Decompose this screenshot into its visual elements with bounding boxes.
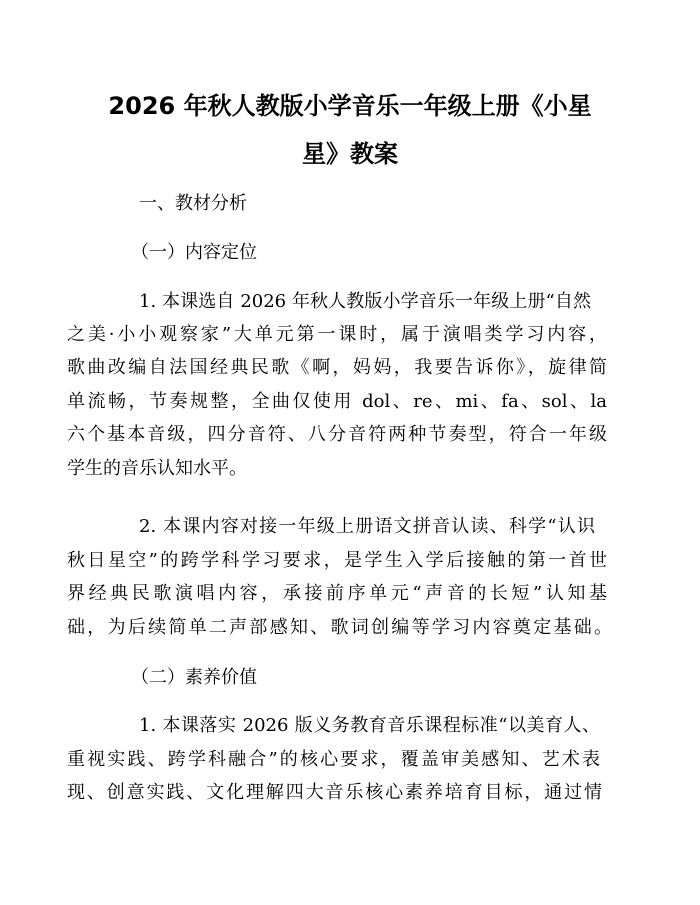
paragraph-line: 学生的音乐认知水平。 [67,458,247,479]
paragraph-line: 歌曲改编自法国经典民歌《啊，妈妈，我要告诉你》，旋律简 [67,357,607,378]
paragraph-line: 1. 本课落实 2026 版义务教育音乐课程标准“以美育人、 [139,715,600,736]
paragraph-line: 1. 本课选自 2026 年秋人教版小学音乐一年级上册“自然 [139,291,591,312]
paragraph-line: 单流畅，节奏规整，全曲仅使用 dol、re、mi、fa、sol、la [67,391,607,412]
title-line-1: 2026 年秋人教版小学音乐一年级上册《小星 [108,92,592,120]
title-line-2: 星》教案 [302,140,398,168]
section-heading-1: 一、教材分析 [139,193,247,214]
paragraph-line: 六个基本音级，四分音符、八分音符两种节奏型，符合一年级 [67,424,607,445]
paragraph-line: 秋日星空”的跨学科学习要求，是学生入学后接触的第一首世 [67,550,607,571]
paragraph-line: 重视实践、跨学科融合”的核心要求，覆盖审美感知、艺术表 [67,749,600,770]
paragraph-line: 2. 本课内容对接一年级上册语文拼音认读、科学“认识 [139,516,595,537]
paragraph-line: 现、创意实践、文化理解四大音乐核心素养培育目标，通过情 [67,782,602,803]
document-title [95,82,605,178]
subsection-heading-content-positioning: （一）内容定位 [131,242,257,263]
paragraph-line: 础，为后续简单二声部感知、歌词创编等学习内容奠定基础。 [67,617,612,638]
paragraph-line: 之美·小小观察家”大单元第一课时，属于演唱类学习内容， [67,324,607,345]
subsection-heading-literacy-value: （二）素养价值 [131,667,257,688]
paragraph-line: 界经典民歌演唱内容，承接前序单元“声音的长短”认知基 [67,583,607,604]
